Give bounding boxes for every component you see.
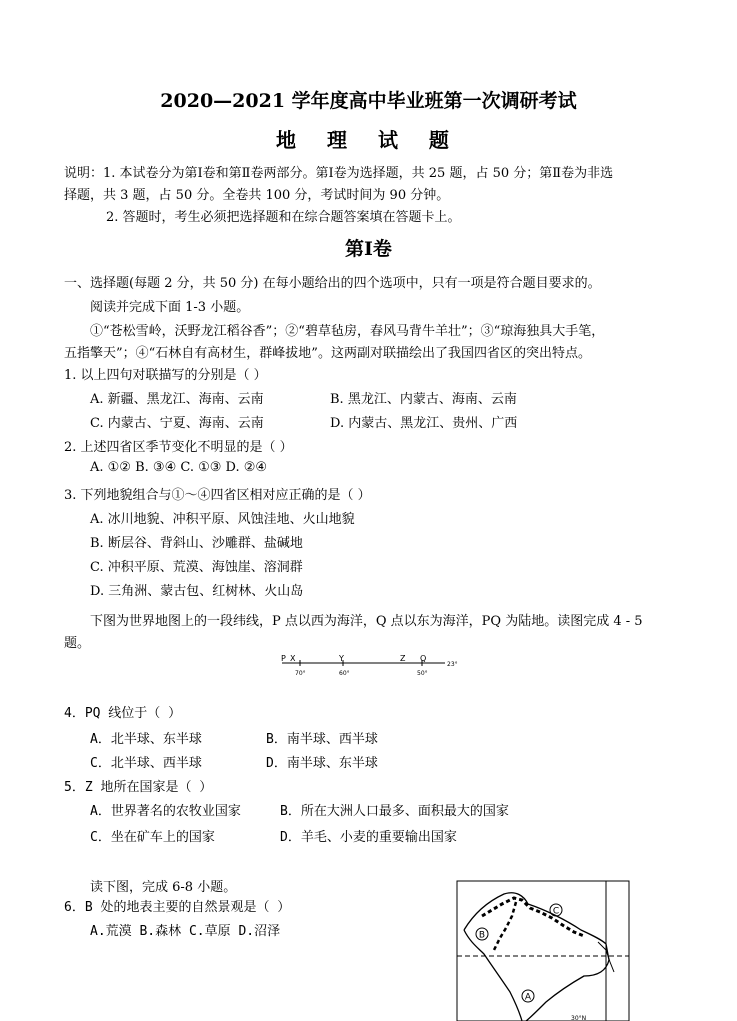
question-1-stem: 1. 以上四句对联描写的分别是（ ） — [64, 368, 267, 383]
latitude-line-diagram — [270, 652, 470, 682]
question-6-options: A.荒漠 B.森林 C.草原 D.沼泽 — [90, 924, 281, 939]
map-lat-label: 30°N — [571, 1015, 587, 1021]
question-4-option-b: B．南半球、西半球 — [266, 732, 378, 747]
question-3-option-c: C. 冲积平原、荒漠、海蚀崖、溶洞群 — [90, 560, 303, 575]
point-p-label: P — [281, 654, 286, 663]
question-1-option-c: C. 内蒙古、宁夏、海南、云南 — [90, 416, 264, 431]
region-map — [456, 880, 632, 1021]
question-4-stem: 4．PQ 线位于（ ） — [64, 706, 182, 721]
reading-prompt-2-cont: 题。 — [64, 636, 91, 651]
label-b: B — [478, 930, 486, 941]
question-5-option-c: C．坐在矿车上的国家 — [90, 830, 215, 845]
point-z-label: Z — [400, 654, 406, 663]
question-1-option-a: A. 新疆、黑龙江、海南、云南 — [90, 392, 264, 407]
deg-70-label: 70° — [295, 670, 306, 677]
point-x-label: X — [290, 654, 296, 663]
map-frame — [457, 881, 629, 1021]
instruction-line-3: 2. 答题时，考生必须把选择题和在综合题答案填在答题卡上。 — [106, 210, 461, 225]
question-3-option-a: A. 冰川地貌、冲积平原、风蚀洼地、火山地貌 — [90, 512, 355, 527]
section-heading: 一、选择题(每题 2 分，共 50 分) 在每小题给出的四个选项中，只有一项是符合题目要求的。 — [64, 276, 601, 291]
exam-subject: 地 理 试 题 — [276, 128, 461, 152]
exam-title: 2020—2021 学年度高中毕业班第一次调研考试 — [160, 90, 577, 112]
question-3-option-d: D. 三角洲、蒙古包、红树林、火山岛 — [90, 584, 304, 599]
question-2-stem: 2. 上述四省区季节变化不明显的是（ ） — [64, 440, 293, 455]
label-c: C — [552, 906, 560, 917]
question-5-stem: 5．Z 地所在国家是（ ） — [64, 780, 213, 795]
question-5-option-d: D．羊毛、小麦的重要输出国家 — [280, 830, 457, 845]
question-5-option-a: A．世界著名的农牧业国家 — [90, 804, 241, 819]
point-q-label: Q — [420, 654, 427, 663]
label-a: A — [524, 992, 532, 1003]
reading-prompt-3: 读下图，完成 6-8 小题。 — [90, 880, 237, 895]
instruction-line-1: 说明：1. 本试卷分为第Ⅰ卷和第Ⅱ卷两部分。第Ⅰ卷为选择题，共 25 题，占 50 分；第Ⅱ卷为非选 — [64, 166, 614, 181]
question-3-stem: 3. 下列地貌组合与①～④四省区相对应正确的是（ ） — [64, 488, 371, 503]
coastline-west — [464, 930, 522, 1021]
boundary-dashed-inner — [494, 902, 516, 950]
question-6-stem: 6．B 处的地表主要的自然景观是（ ） — [64, 900, 291, 915]
question-3-option-b: B. 断层谷、背斜山、沙雕群、盐碱地 — [90, 536, 303, 551]
question-1-option-d: D. 内蒙古、黑龙江、贵州、广西 — [330, 416, 518, 431]
question-4-option-a: A．北半球、东半球 — [90, 732, 202, 747]
question-5-option-b: B．所在大洲人口最多、面积最大的国家 — [280, 804, 509, 819]
reading-prompt-1: 阅读并完成下面 1-3 小题。 — [90, 300, 250, 315]
couplet-line-2: 五指擎天”；④“石林自有高材生，群峰拔地”。这两副对联描绘出了我国四省区的突出特点。 — [64, 346, 591, 361]
deg-50-label: 50° — [417, 670, 428, 677]
reading-prompt-2: 下图为世界地图上的一段纬线，P 点以西为海洋，Q 点以东为海洋，PQ 为陆地。读图完成 4 - 5 — [90, 614, 643, 629]
lat-23-label: 23° — [447, 661, 458, 668]
question-4-option-c: C．北半球、西半球 — [90, 756, 202, 771]
instruction-line-2: 择题，共 3 题，占 50 分。全卷共 100 分，考试时间为 90 分钟。 — [64, 188, 450, 203]
volume-heading: 第Ⅰ卷 — [345, 238, 392, 260]
point-y-label: Y — [339, 654, 344, 663]
deg-60-label: 60° — [339, 670, 350, 677]
couplet-line-1: ①“苍松雪岭，沃野龙江稻谷香”；②“碧草毡房，春风马背牛羊壮”；③“琼海独具大手笔， — [90, 324, 605, 339]
question-1-option-b: B. 黑龙江、内蒙古、海南、云南 — [330, 392, 517, 407]
question-4-option-d: D．南半球、东半球 — [266, 756, 378, 771]
question-2-options: A. ①② B. ③④ C. ①③ D. ②④ — [90, 460, 268, 475]
boundary-dashed — [482, 898, 584, 936]
